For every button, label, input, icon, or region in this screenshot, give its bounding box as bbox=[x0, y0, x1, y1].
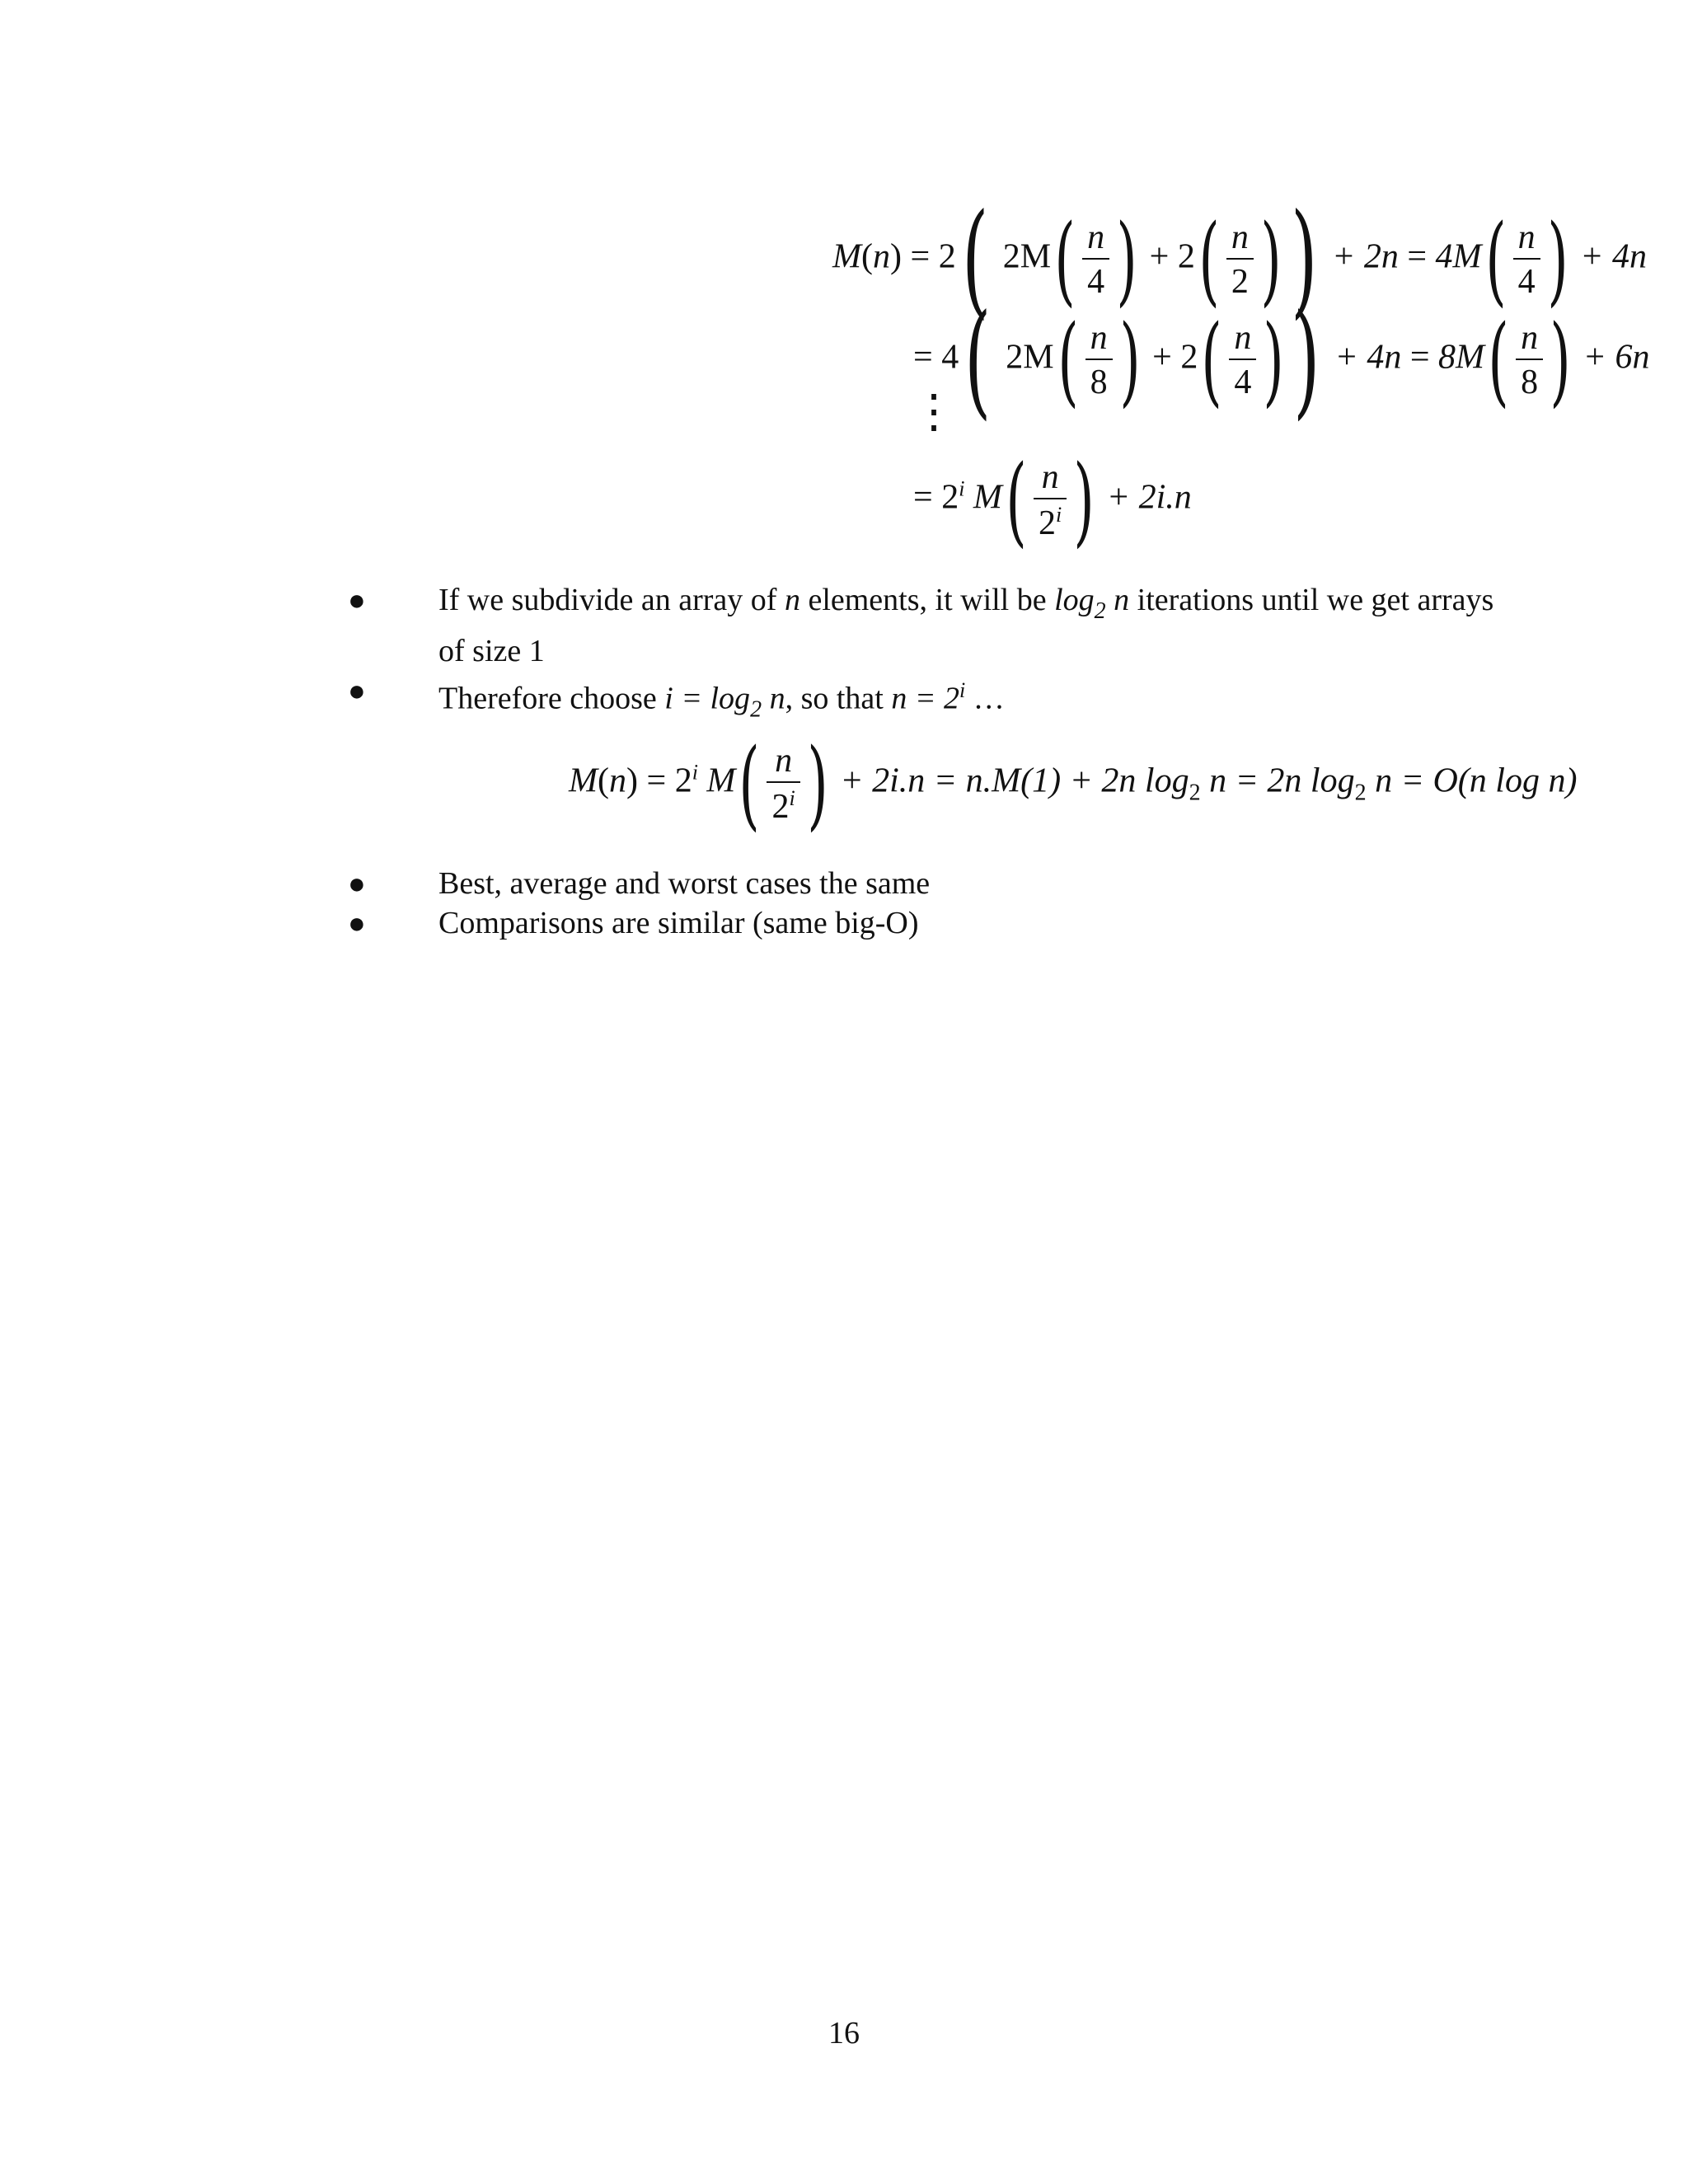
eq-symbol: = bbox=[913, 478, 933, 517]
text: 2 bbox=[750, 696, 762, 723]
eq-symbol: + 2 bbox=[1152, 338, 1198, 377]
eq-symbol: i bbox=[692, 760, 698, 785]
eq-symbol: n bbox=[609, 762, 626, 800]
eq-symbol: = bbox=[910, 237, 931, 276]
fraction: $\frac{n}{2^i}$ bbox=[767, 743, 799, 824]
eq-symbol: + 4n bbox=[1580, 237, 1647, 276]
paren: ) bbox=[1116, 203, 1137, 316]
equation-line-1: M(n) = 2( 2M( $\frac{n}{4}$ ) + 2( $\frac{n}{2}$ )) + 2n = 4M( $\frac{n}{4}$ ) + 4n bbox=[832, 188, 1647, 331]
paren: ( bbox=[1484, 203, 1507, 316]
eq-symbol: = bbox=[1409, 338, 1430, 377]
eq-symbol: i bbox=[959, 476, 965, 501]
eq-symbol: + 2 bbox=[1149, 237, 1195, 276]
text: Comparisons are similar (same big-O) bbox=[438, 906, 919, 940]
eq-symbol: 2 bbox=[1354, 780, 1367, 806]
text: elements, it will be bbox=[799, 583, 1055, 617]
paren: ( bbox=[1201, 303, 1223, 417]
bullet-icon: ● bbox=[348, 907, 366, 940]
eq-symbol: + 4n bbox=[1334, 338, 1402, 377]
eq-symbol: + 2i.n = bbox=[840, 762, 958, 800]
paren: ( bbox=[961, 188, 989, 331]
paren: ) bbox=[1263, 303, 1285, 417]
list-item bbox=[348, 671, 1510, 730]
fraction: $\frac{n}{8}$ bbox=[1516, 321, 1543, 400]
eq-symbol: M bbox=[706, 762, 736, 800]
paren: ( bbox=[964, 288, 992, 432]
bullet-icon: ● bbox=[348, 583, 366, 616]
text: n = 2 bbox=[891, 681, 959, 716]
eq-symbol: + 2n bbox=[1331, 237, 1399, 276]
paren: ) bbox=[1118, 303, 1141, 417]
paren: ) bbox=[1260, 203, 1282, 316]
eq-symbol: = bbox=[1407, 237, 1428, 276]
eq-symbol: M bbox=[973, 478, 1002, 517]
vertical-ellipsis: ⋮ bbox=[911, 387, 957, 438]
text: , so that bbox=[785, 681, 892, 716]
equation-summary: M(n) = 2$^i$ M( $\frac{n}{2^i}$ ) + 2i.n = n.M(1) + 2n $\log_2 n = 2n$ $\log_2 n = O(n$ log n) bbox=[569, 727, 1578, 841]
paren: ( bbox=[1198, 203, 1220, 316]
fraction: $\frac{n}{2}$ bbox=[1226, 220, 1254, 299]
paren: ) bbox=[1550, 303, 1571, 417]
paren: ( bbox=[1006, 443, 1027, 557]
text: log bbox=[1054, 583, 1095, 617]
paren: ) bbox=[1293, 288, 1320, 432]
paren: ( bbox=[1488, 303, 1509, 417]
eq-symbol: = bbox=[913, 338, 933, 377]
eq-symbol: 2M bbox=[1002, 237, 1052, 276]
text: n bbox=[784, 583, 800, 617]
paren: ( bbox=[1054, 203, 1076, 316]
text: Therefore choose bbox=[438, 681, 665, 716]
paren: ) bbox=[807, 727, 828, 841]
text: 2 bbox=[1094, 598, 1106, 624]
eq-symbol: 4M bbox=[1435, 237, 1482, 276]
eq-symbol: M bbox=[832, 237, 861, 276]
eq-symbol: n = 2n log bbox=[1200, 762, 1355, 800]
eq-symbol: = bbox=[646, 762, 667, 800]
eq-symbol: (1) + 2n log bbox=[1020, 762, 1189, 800]
text: … bbox=[965, 681, 1005, 716]
text: n bbox=[762, 681, 785, 716]
eq-symbol: M bbox=[569, 762, 598, 800]
text: iterations until we get arrays of size 1 bbox=[438, 583, 1494, 668]
eq-symbol: 2 bbox=[941, 478, 959, 517]
list-item bbox=[348, 864, 1510, 903]
list-item bbox=[348, 903, 1510, 943]
eq-symbol: 8M bbox=[1438, 338, 1485, 377]
text: n bbox=[1105, 583, 1130, 617]
eq-symbol: n.M bbox=[965, 762, 1021, 800]
eq-symbol: 2 bbox=[938, 237, 956, 276]
equation-line-2 bbox=[911, 288, 1650, 438]
fraction: $\frac{n}{2^i}$ bbox=[1034, 460, 1067, 541]
paren: ) bbox=[1291, 188, 1318, 331]
eq-symbol: 2M bbox=[1006, 338, 1054, 377]
fraction: $\frac{n}{4}$ bbox=[1229, 321, 1256, 400]
bullet-icon: ● bbox=[348, 674, 366, 707]
eq-symbol: n = O(n log n) bbox=[1366, 762, 1578, 800]
fraction: $\frac{n}{4}$ bbox=[1082, 220, 1109, 299]
bullet-list-bottom bbox=[348, 864, 1510, 943]
text: If we subdivide an array of bbox=[438, 583, 785, 617]
bullet-icon: ● bbox=[348, 867, 366, 900]
text: i bbox=[959, 678, 966, 702]
paren: ) bbox=[1073, 443, 1095, 557]
bullet-list-top bbox=[348, 580, 1510, 730]
eq-symbol: 2 bbox=[674, 762, 692, 800]
eq-symbol: n bbox=[873, 237, 890, 276]
list-item bbox=[348, 580, 1510, 671]
fraction: $\frac{n}{4}$ bbox=[1513, 220, 1540, 299]
paren: ) bbox=[1546, 203, 1568, 316]
eq-symbol: + 2i.n bbox=[1106, 478, 1192, 517]
paren: ( bbox=[1057, 303, 1079, 417]
page-number: 16 bbox=[828, 2016, 860, 2050]
eq-symbol: 4 bbox=[941, 338, 959, 377]
eq-symbol: 2 bbox=[1189, 780, 1201, 806]
text: i = log bbox=[664, 681, 751, 716]
eq-symbol: + 6n bbox=[1582, 338, 1650, 377]
equation-line-3 bbox=[913, 443, 1192, 557]
text: Best, average and worst cases the same bbox=[438, 866, 931, 901]
fraction: $\frac{n}{8}$ bbox=[1085, 321, 1113, 400]
paren: ( bbox=[738, 727, 761, 841]
